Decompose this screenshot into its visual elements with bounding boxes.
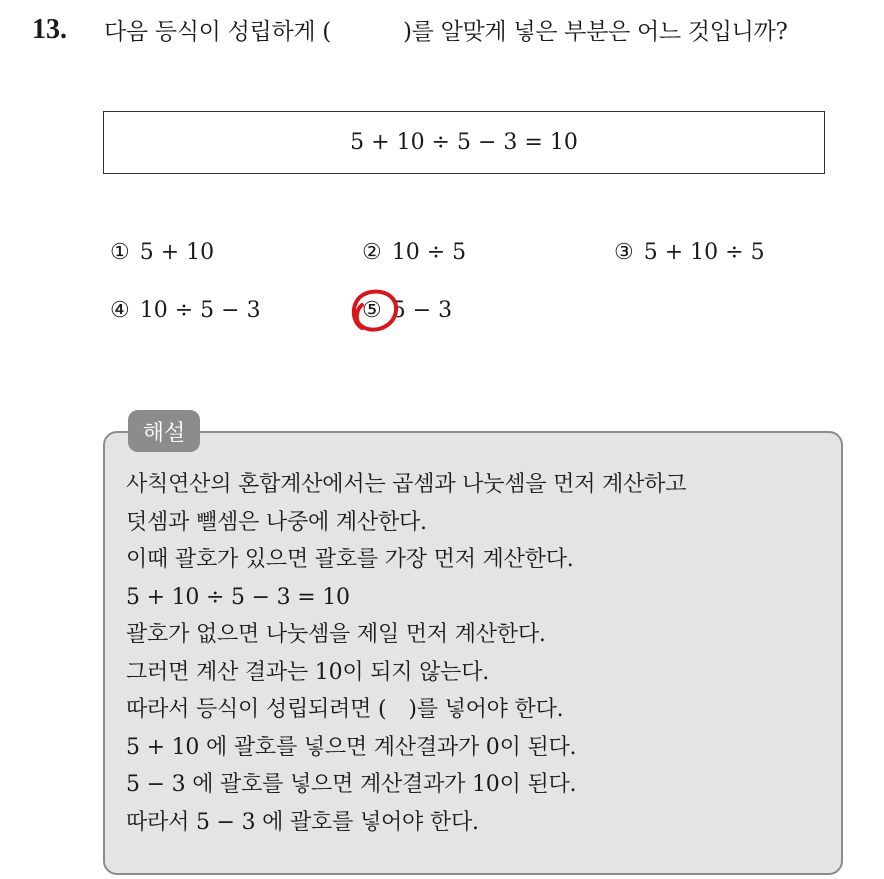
- explanation-line-start: 따라서 등식이 성립되려면 (: [126, 697, 387, 722]
- explanation-line: 이때 괄호가 있으면 괄호를 가장 먼저 계산한다.: [126, 547, 574, 572]
- choice-4[interactable]: [110, 298, 261, 323]
- choice-3[interactable]: [614, 240, 765, 265]
- explanation-line-end: )를 넣어야 한다.: [408, 697, 564, 722]
- explanation-label: 해설: [128, 410, 200, 452]
- choice-number: ④: [110, 298, 130, 323]
- question-text: [104, 14, 874, 50]
- explanation-line: 5 − 3 에 괄호를 넣으면 계산결과가 10이 된다.: [126, 772, 577, 797]
- choice-expression: 10 ÷ 5: [391, 240, 467, 265]
- choice-number: ③: [614, 240, 634, 265]
- explanation-line: 그러면 계산 결과는 10이 되지 않는다.: [126, 659, 490, 685]
- equation-text: 5 + 10 ÷ 5 − 3 = 10: [350, 130, 578, 155]
- equation-box: [103, 111, 825, 174]
- explanation-line: 괄호가 없으면 나눗셈을 제일 먼저 계산한다.: [126, 622, 546, 647]
- explanation-text: [126, 466, 836, 841]
- answer-circle-mark: [348, 286, 402, 336]
- choice-1[interactable]: [110, 240, 214, 265]
- choice-expression: 5 + 10: [139, 240, 215, 265]
- question-text-end: )를 알맞게 넣은 부분은 어느 것입니까?: [402, 19, 788, 45]
- choice-expression: 5 + 10 ÷ 5: [643, 240, 765, 265]
- choice-expression: 5 − 3: [391, 298, 453, 323]
- explanation-line: 5 + 10 ÷ 5 − 3 = 10: [126, 584, 350, 610]
- choice-expression: 10 ÷ 5 − 3: [139, 298, 261, 323]
- choice-number: ⑤: [362, 298, 382, 323]
- explanation-line: 따라서 5 − 3 에 괄호를 넣어야 한다.: [126, 809, 479, 835]
- explanation-line: 덧셈과 뺄셈은 나중에 계산한다.: [126, 509, 427, 535]
- choice-2[interactable]: [362, 240, 466, 265]
- choice-number: ②: [362, 240, 382, 265]
- question-text-start: 다음 등식이 성립하게 (: [104, 19, 331, 45]
- explanation-line: [126, 691, 836, 729]
- explanation-line: 5 + 10 에 괄호를 넣으면 계산결과가 0이 된다.: [126, 734, 577, 760]
- question-number: 13.: [32, 14, 67, 45]
- explanation-line: 사칙연산의 혼합계산에서는 곱셈과 나눗셈을 먼저 계산하고: [126, 472, 687, 497]
- circle-stroke: [354, 292, 396, 330]
- choice-number: ①: [110, 240, 130, 265]
